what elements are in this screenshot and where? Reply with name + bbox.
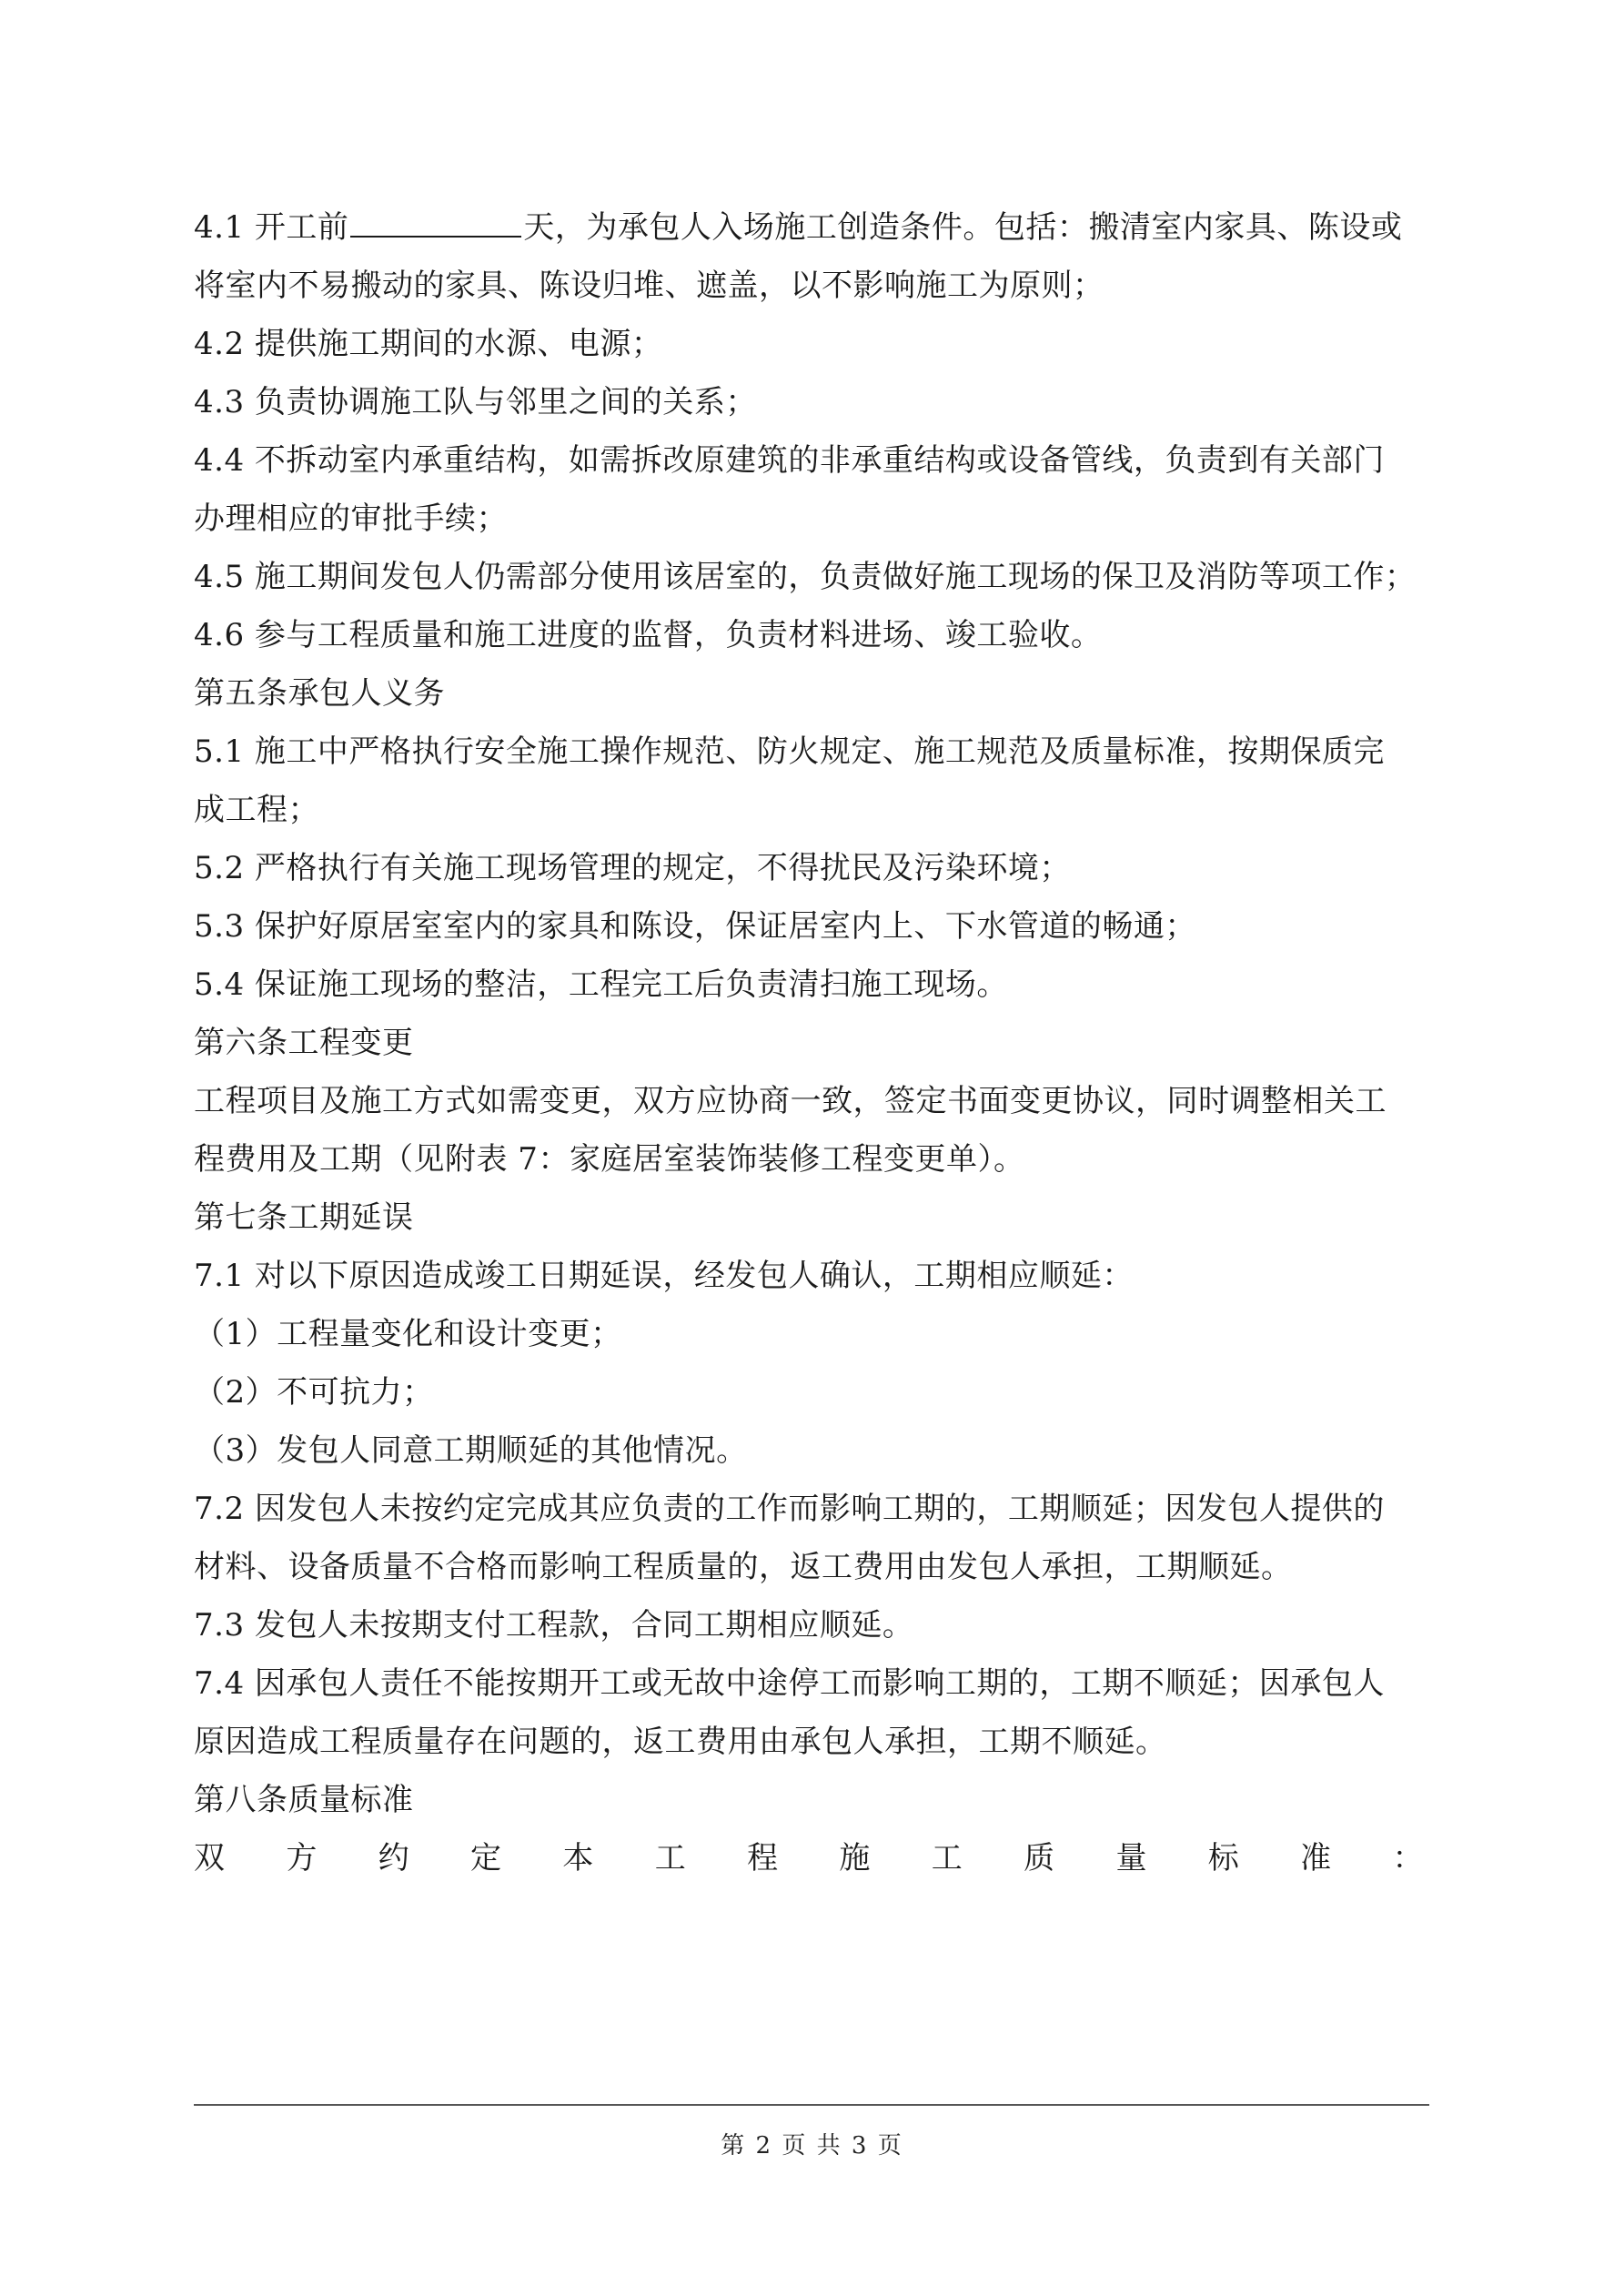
clause-4-4-line-1: 4.4 不拆动室内承重结构，如需拆改原建筑的非承重结构或设备管线，负责到有关部门	[194, 442, 1385, 479]
quality-char: 双	[194, 1840, 226, 1876]
clause-5-1-line-1: 5.1 施工中严格执行安全施工操作规范、防火规定、施工规范及质量标准，按期保质完	[194, 733, 1385, 770]
clause-7-1: 7.1 对以下原因造成竣工日期延误，经发包人确认，工期相应顺延：	[194, 1258, 1134, 1294]
article-6-line-2: 程费用及工期（见附表 7：家庭居室装饰装修工程变更单）。	[194, 1141, 1025, 1178]
clause-4-6: 4.6 参与工程质量和施工进度的监督，负责材料进场、竣工验收。	[194, 617, 1103, 653]
clause-5-3: 5.3 保护好原居室室内的家具和陈设，保证居室内上、下水管道的畅通；	[194, 908, 1196, 945]
clause-7-4-line-1: 7.4 因承包人责任不能按期开工或无故中途停工而影响工期的，工期不顺延；因承包人	[194, 1665, 1385, 1702]
days-blank-field	[350, 208, 521, 238]
clause-4-1-prefix: 4.1 开工前	[194, 209, 349, 246]
clause-7-2-line-2: 材料、设备质量不合格而影响工程质量的，返工费用由发包人承担，工期顺延。	[194, 1549, 1293, 1585]
quality-char: 质	[1024, 1840, 1055, 1876]
quality-char: 程	[747, 1840, 779, 1876]
article-7-heading: 第七条工期延误	[194, 1199, 414, 1236]
clause-7-1-item-3: （3）发包人同意工期顺延的其他情况。	[194, 1432, 748, 1469]
clause-4-2: 4.2 提供施工期间的水源、电源；	[194, 326, 663, 362]
clause-4-1-line-1	[194, 198, 1440, 257]
quality-char: 工	[654, 1840, 687, 1876]
quality-char: ：	[1392, 1840, 1424, 1876]
article-8-quality-standard-line	[194, 1829, 1424, 1887]
clause-5-4: 5.4 保证施工现场的整洁，工程完工后负责清扫施工现场。	[194, 966, 1008, 1003]
footer-divider	[194, 2104, 1429, 2106]
quality-char: 标	[1207, 1840, 1240, 1876]
quality-char: 约	[378, 1840, 410, 1876]
article-5-heading: 第五条承包人义务	[194, 675, 445, 712]
clause-4-1-suffix: 天，为承包人入场施工创造条件。包括：搬清室内家具、陈设或	[523, 209, 1403, 246]
quality-char: 定	[470, 1840, 502, 1876]
clause-4-1-line-2: 将室内不易搬动的家具、陈设归堆、遮盖，以不影响施工为原则；	[194, 268, 1105, 304]
clause-7-4-line-2: 原因造成工程质量存在问题的，返工费用由承包人承担，工期不顺延。	[194, 1724, 1167, 1760]
quality-char: 施	[839, 1840, 871, 1876]
clause-5-1-line-2: 成工程；	[194, 792, 319, 828]
quality-char: 本	[562, 1840, 594, 1876]
clause-5-2: 5.2 严格执行有关施工现场管理的规定，不得扰民及污染环境；	[194, 850, 1071, 886]
clause-4-5: 4.5 施工期间发包人仍需部分使用该居室的，负责做好施工现场的保卫及消防等项工作；	[194, 559, 1417, 595]
clause-7-2-line-1: 7.2 因发包人未按约定完成其应负责的工作而影响工期的，工期顺延；因发包人提供的	[194, 1491, 1385, 1527]
quality-char: 准	[1300, 1840, 1332, 1876]
article-8-heading: 第八条质量标准	[194, 1782, 414, 1818]
article-6-line-1: 工程项目及施工方式如需变更，双方应协商一致，签定书面变更协议，同时调整相关工	[194, 1083, 1387, 1119]
page-number: 第 2 页 共 3 页	[721, 2132, 903, 2159]
quality-char: 方	[286, 1840, 318, 1876]
clause-7-1-item-2: （2）不可抗力；	[194, 1374, 434, 1411]
clause-7-1-item-1: （1）工程量变化和设计变更；	[194, 1316, 622, 1352]
quality-char: 工	[931, 1840, 963, 1876]
clause-4-3: 4.3 负责协调施工队与邻里之间的关系；	[194, 384, 757, 420]
quality-char: 量	[1115, 1840, 1147, 1876]
article-6-heading: 第六条工程变更	[194, 1025, 414, 1061]
clause-7-3: 7.3 发包人未按期支付工程款，合同工期相应顺延。	[194, 1607, 914, 1644]
contract-body	[194, 198, 1440, 1887]
clause-4-4-line-2: 办理相应的审批手续；	[194, 501, 508, 537]
